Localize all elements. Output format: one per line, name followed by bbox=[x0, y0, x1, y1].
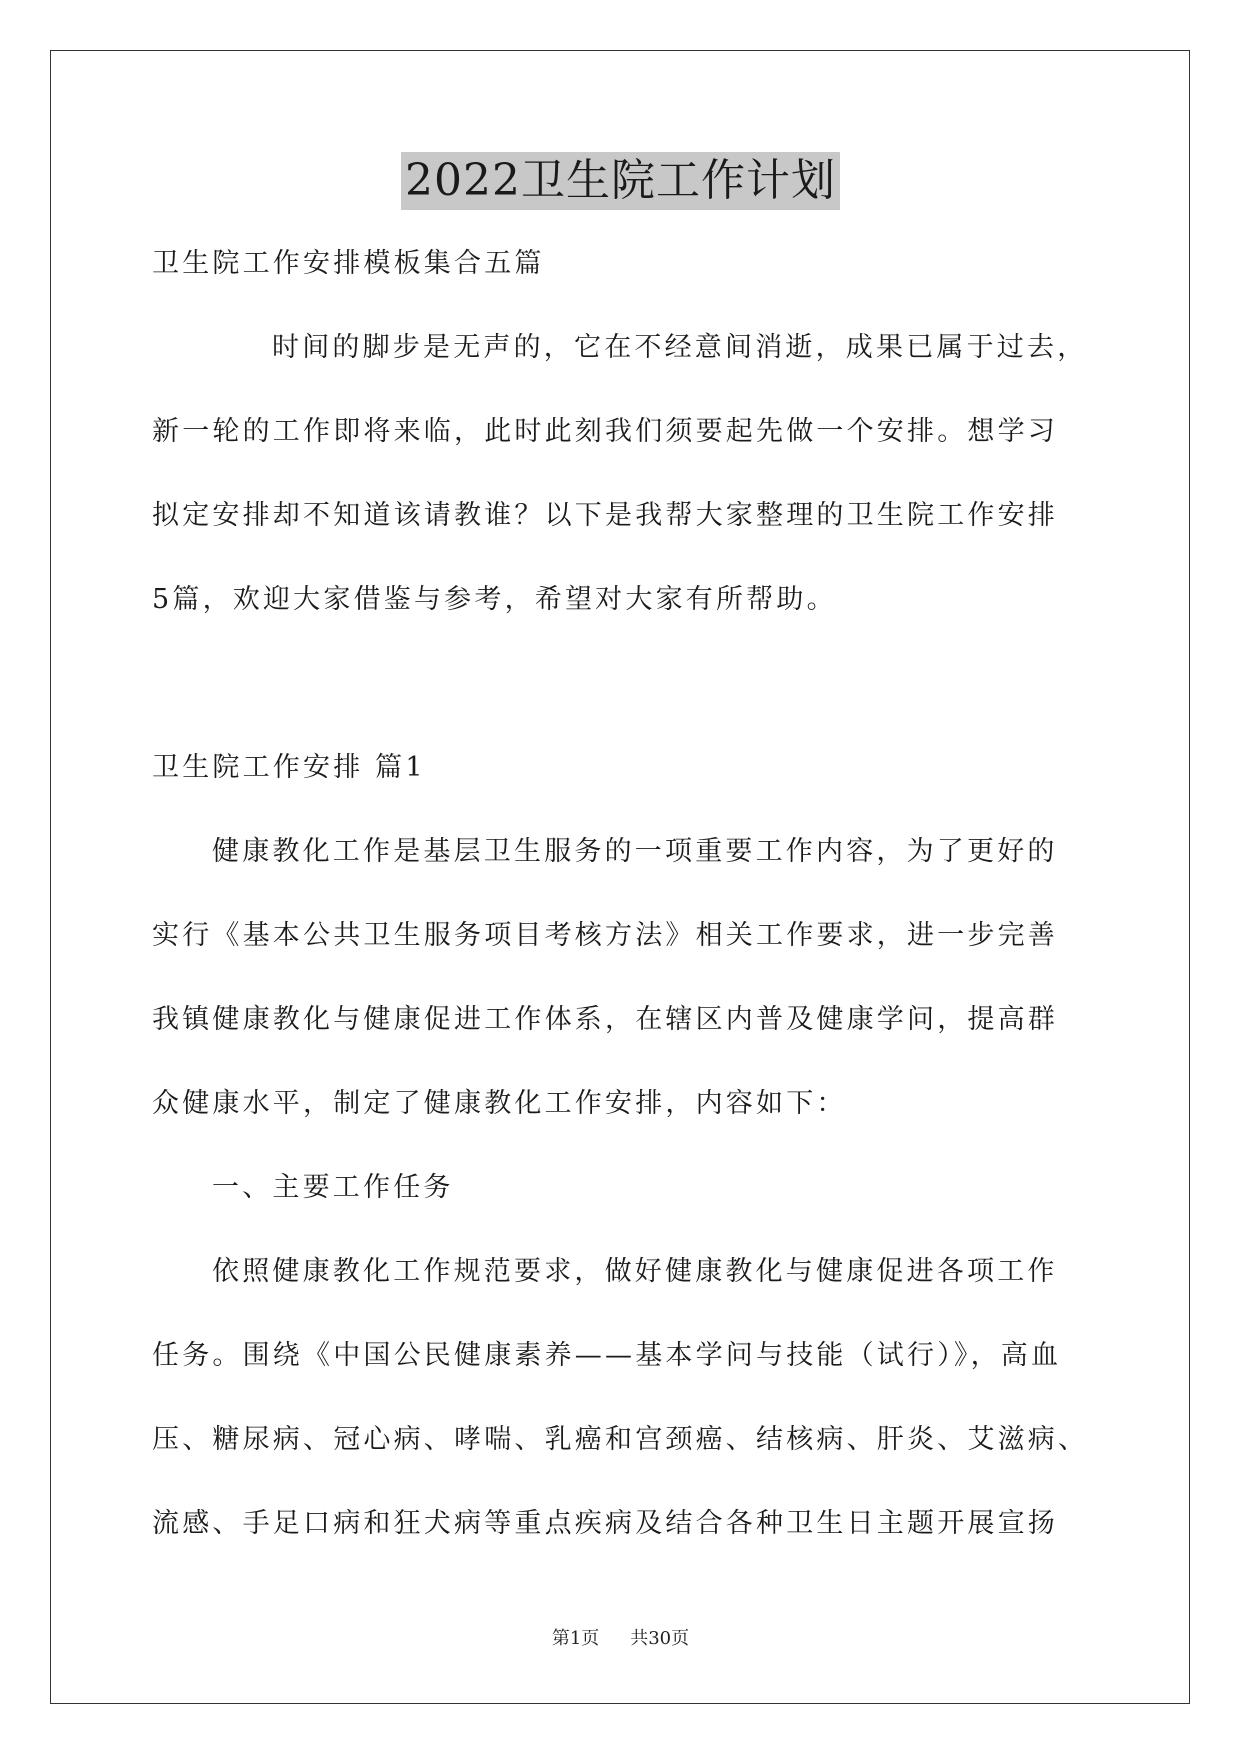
paragraph-line: 任务。围绕《中国公民健康素养——基本学问与技能（试行）》，高血 bbox=[152, 1340, 1062, 1371]
paragraph-line: 我镇健康教化与健康促进工作体系，在辖区内普及健康学问，提高群 bbox=[152, 1004, 1058, 1035]
page-total: 共30页 bbox=[630, 1628, 690, 1649]
paragraph-line: 新一轮的工作即将来临，此时此刻我们须要起先做一个安排。想学习 bbox=[152, 416, 1058, 447]
paragraph-line: 时间的脚步是无声的，它在不经意间消逝，成果已属于过去， bbox=[272, 332, 1088, 363]
paragraph-line: 流感、手足口病和狂犬病等重点疾病及结合各种卫生日主题开展宣扬 bbox=[152, 1508, 1058, 1539]
paragraph-line: 实行《基本公共卫生服务项目考核方法》相关工作要求，进一步完善 bbox=[152, 920, 1058, 951]
subheading-line: 一、主要工作任务 bbox=[212, 1172, 454, 1203]
paragraph-line: 压、糖尿病、冠心病、哮喘、乳癌和宫颈癌、结核病、肝炎、艾滋病、 bbox=[152, 1424, 1089, 1455]
paragraph-line: 5篇，欢迎大家借鉴与参考，希望对大家有所帮助。 bbox=[152, 584, 837, 615]
document-title: 2022卫生院工作计划 bbox=[401, 152, 840, 210]
paragraph-line: 拟定安排却不知道该请教谁？以下是我帮大家整理的卫生院工作安排 bbox=[152, 500, 1058, 531]
page-footer bbox=[0, 1624, 1241, 1650]
title-container bbox=[0, 152, 1241, 210]
paragraph-line: 众健康水平，制定了健康教化工作安排，内容如下： bbox=[152, 1088, 847, 1119]
page-number: 第1页 bbox=[551, 1628, 600, 1649]
paragraph-line: 依照健康教化工作规范要求，做好健康教化与健康促进各项工作 bbox=[212, 1256, 1058, 1287]
section-heading: 卫生院工作安排 篇1 bbox=[152, 752, 426, 783]
paragraph-line: 健康教化工作是基层卫生服务的一项重要工作内容，为了更好的 bbox=[212, 836, 1058, 867]
subtitle-line: 卫生院工作安排模板集合五篇 bbox=[152, 248, 545, 279]
